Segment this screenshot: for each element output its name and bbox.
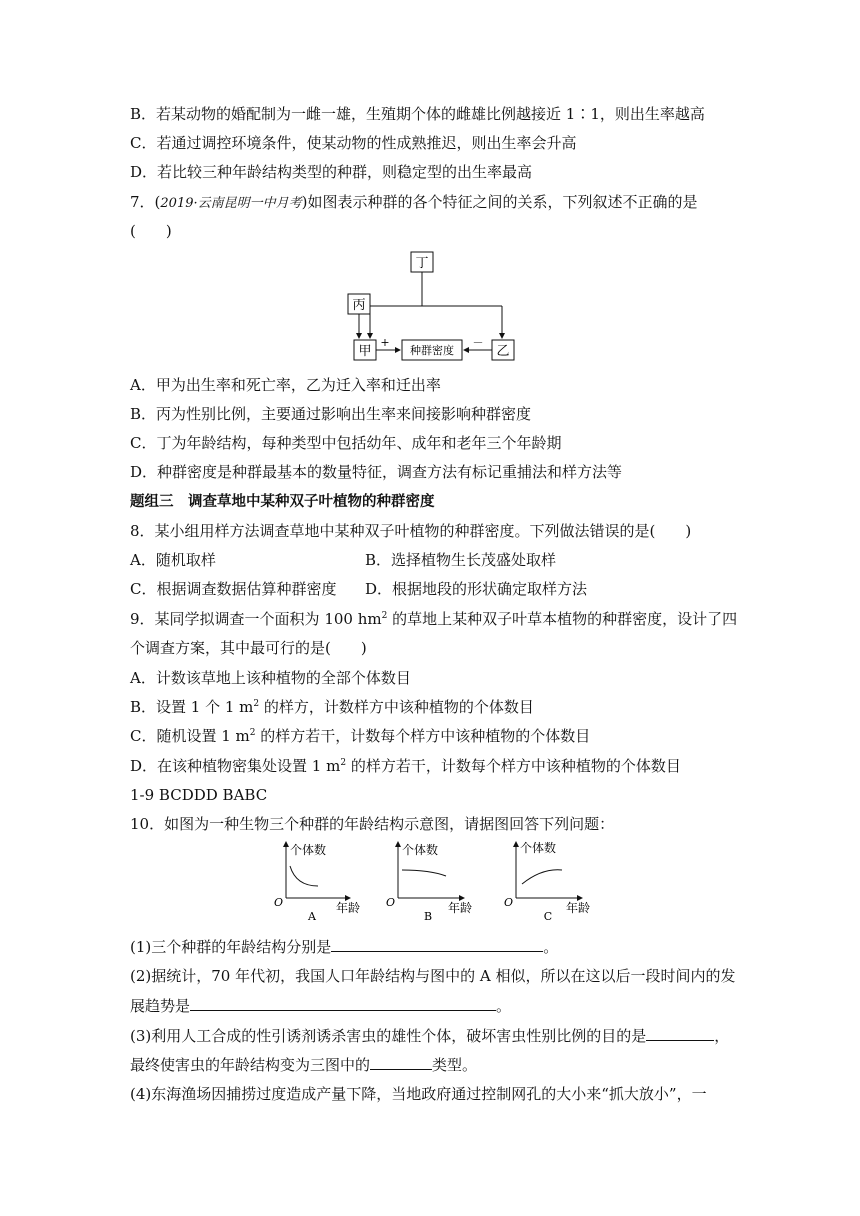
q10-stem: 10．如图为一种生物三个种群的年龄结构示意图，请据图回答下列问题： — [130, 815, 615, 833]
q10-part2-blank[interactable] — [190, 995, 496, 1011]
xlabel-b: 年龄 — [448, 901, 473, 915]
q9-stem-part1: 9．某同学拟调查一个面积为 100 hm — [130, 610, 382, 628]
curve-c — [522, 870, 562, 884]
origin-a: O — [274, 896, 284, 909]
sign-plus: + — [380, 336, 390, 349]
q9-option-c — [130, 726, 590, 746]
q7-option-a: A．甲为出生率和死亡率，乙为迁入率和迁出率 — [130, 376, 441, 394]
sign-minus: － — [472, 336, 484, 349]
caption-b: B — [423, 910, 433, 923]
label-bing: 丙 — [352, 298, 366, 313]
origin-c: O — [504, 896, 514, 909]
age-structure-graphs — [270, 836, 600, 926]
q10-part1 — [130, 936, 558, 957]
q9-option-b — [130, 697, 534, 717]
label-yi: 乙 — [496, 344, 510, 359]
q9-stem-part2: 的草地上某种双子叶草本植物的种群密度，设计了四 — [387, 610, 738, 628]
q7-paren: ( ) — [130, 222, 172, 240]
q10-part3-line1 — [130, 1025, 729, 1046]
q9-stem-sup: 2 — [381, 611, 388, 621]
ylabel-c: 个体数 — [520, 841, 557, 855]
q10-part3-blank1[interactable] — [646, 1025, 714, 1041]
q10-part3-line2 — [130, 1054, 477, 1075]
q9-option-c-part2: 的样方若干，计数每个样方中该种植物的个体数目 — [255, 727, 591, 745]
q6-option-b: B．若某动物的婚配制为一雌一雄，生殖期个体的雌雄比例越接近 1∶1，则出生率越高 — [130, 105, 705, 123]
graph-b — [386, 842, 472, 923]
label-jia: 甲 — [358, 344, 372, 359]
label-ding: 丁 — [415, 256, 429, 271]
q9-stem-line1 — [130, 609, 737, 629]
q10-part3-comma: ， — [714, 1027, 730, 1045]
q7-number: 7．( — [130, 193, 161, 211]
q10-part3-end: 类型。 — [432, 1056, 478, 1074]
q10-part2-line1: (2)据统计，70 年代初，我国人口年龄结构与图中的 A 相似，所以在这以后一段时间内的发 — [130, 967, 736, 985]
q6-option-c: C．若通过调控环境条件，使某动物的性成熟推迟，则出生率会升高 — [130, 134, 577, 152]
graph-a — [274, 842, 360, 923]
q8-stem: 8．某小组用样方法调查草地中某种双子叶植物的种群密度。下列做法错误的是( ) — [130, 522, 692, 540]
q7-option-b: B．丙为性别比例，主要通过影响出生率来间接影响种群密度 — [130, 405, 532, 423]
label-density: 种群密度 — [410, 344, 454, 357]
q8-option-b: B．选择植物生长茂盛处取样 — [365, 551, 557, 569]
q10-part4: (4)东海渔场因捕捞过度造成产量下降，当地政府通过控制网孔的大小来“抓大放小”，一 — [130, 1085, 707, 1103]
xlabel-a: 年龄 — [336, 901, 361, 915]
q10-part2-end: 。 — [496, 997, 512, 1015]
q7-source: 2019·云南昆明一中月考 — [160, 196, 302, 211]
q9-option-b-part1: B．设置 1 个 1 m — [130, 698, 254, 716]
q10-part1-blank[interactable] — [331, 936, 543, 952]
q7-stem — [130, 192, 697, 214]
q9-option-d — [130, 756, 681, 776]
section-heading: 题组三 调查草地中某种双子叶植物的种群密度 — [130, 494, 435, 510]
q8-options-row1 — [130, 550, 770, 570]
q8-option-c: C．根据调查数据估算种群密度 — [130, 580, 337, 598]
ylabel-a: 个体数 — [290, 843, 327, 857]
q9-option-a: A．计数该草地上该种植物的全部个体数目 — [130, 669, 411, 687]
q7-stem-text: )如图表示种群的各个特征之间的关系，下列叙述不正确的是 — [301, 193, 698, 211]
origin-b: O — [386, 896, 396, 909]
q8-option-d: D．根据地段的形状确定取样方法 — [365, 580, 588, 598]
q9-option-b-sup: 2 — [253, 699, 260, 709]
q7-option-d: D．种群密度是种群最基本的数量特征，调查方法有标记重捕法和样方法等 — [130, 463, 623, 481]
q8-options-row2 — [130, 579, 770, 599]
answer-key: 1-9 BCDDD BABC — [130, 786, 268, 804]
q9-option-c-sup: 2 — [249, 728, 256, 738]
q9-option-b-part2: 的样方，计数样方中该种植物的个体数目 — [259, 698, 534, 716]
curve-b — [402, 870, 446, 876]
q10-part3-blank2[interactable] — [370, 1054, 432, 1070]
q10-part2-text: 展趋势是 — [130, 997, 191, 1015]
q7-option-c: C．丁为年龄结构，每种类型中包括幼年、成年和老年三个年龄期 — [130, 434, 562, 452]
curve-a — [290, 866, 318, 886]
q9-option-d-part1: D．在该种植物密集处设置 1 m — [130, 757, 341, 775]
caption-c: C — [543, 910, 553, 923]
q9-option-c-part1: C．随机设置 1 m — [130, 727, 250, 745]
q10-part1-text: (1)三个种群的年龄结构分别是 — [130, 938, 332, 956]
q6-option-d: D．若比较三种年龄结构类型的种群，则稳定型的出生率最高 — [130, 163, 533, 181]
q10-part3-text2: 最终使害虫的年龄结构变为三图中的 — [130, 1056, 371, 1074]
q9-option-d-part2: 的样方若干，计数每个样方中该种植物的个体数目 — [346, 757, 681, 775]
xlabel-c: 年龄 — [566, 901, 591, 915]
q10-part3-text: (3)利用人工合成的性引诱剂诱杀害虫的雄性个体，破坏害虫性别比例的目的是 — [130, 1027, 647, 1045]
caption-a: A — [308, 910, 316, 923]
q9-stem-line2: 个调查方案，其中最可行的是( ) — [130, 639, 367, 657]
ylabel-b: 个体数 — [402, 843, 439, 857]
q9-option-d-sup: 2 — [340, 758, 347, 768]
q10-part1-end: 。 — [543, 938, 559, 956]
population-feature-diagram — [340, 248, 520, 364]
q8-option-a: A．随机取样 — [130, 551, 216, 569]
graph-c — [504, 840, 590, 923]
q10-part2-line2 — [130, 995, 511, 1016]
